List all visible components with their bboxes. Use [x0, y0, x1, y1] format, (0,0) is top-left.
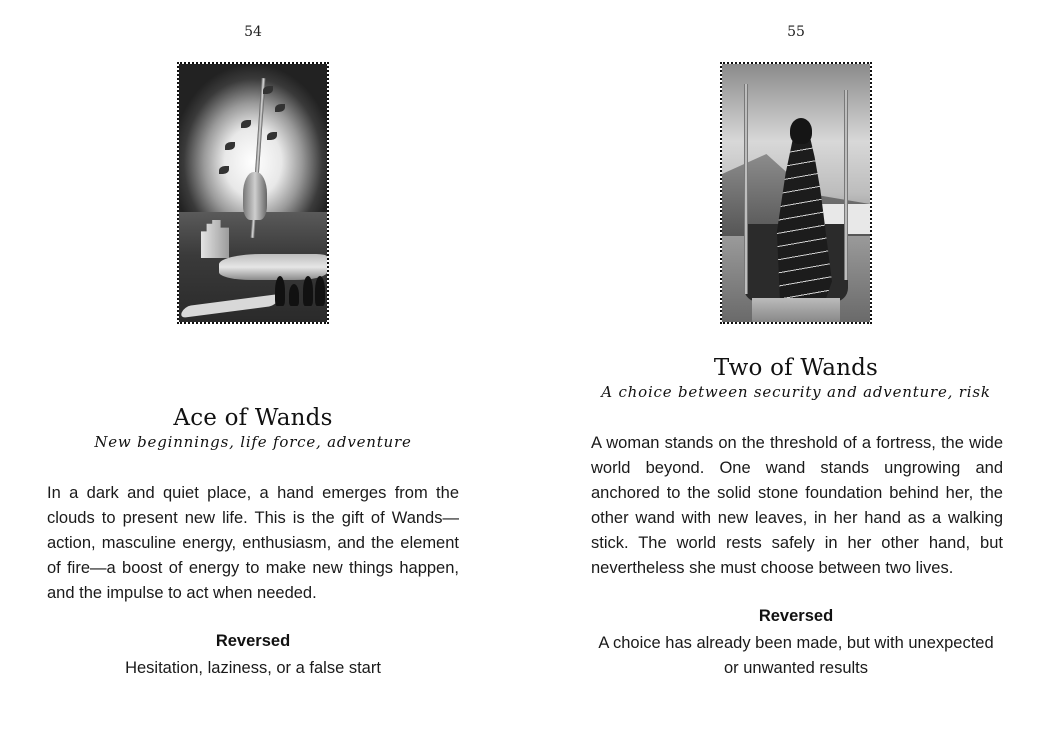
right-page — [525, 0, 1050, 731]
tree-icon — [289, 284, 299, 306]
wand-icon — [744, 84, 748, 294]
hand-icon — [243, 172, 267, 220]
card-keywords: New beginnings, life force, adventure — [94, 433, 412, 451]
card-mist — [219, 254, 327, 280]
wand-icon — [844, 90, 848, 280]
ace-of-wands-card-image — [177, 62, 329, 324]
card-description: A woman stands on the threshold of a fortress, the wide world beyond. One wand stands ungrowing and anchored to the solid stone foundation behind her, the other wand with new leaves, in her hand as a walking stick. The world rests safely in her other hand, but nevertheless she must choose between two lives. — [591, 434, 1003, 577]
card-title: Ace of Wands — [173, 405, 333, 431]
reversed-meaning: A choice has already been made, but with unexpected or unwanted results — [598, 634, 994, 677]
tree-icon — [275, 276, 285, 306]
reversed-heading: Reversed — [215, 632, 291, 650]
tree-icon — [303, 276, 313, 306]
card-keywords: A choice between security and adventure, risk — [601, 383, 991, 401]
woman-head-icon — [790, 118, 812, 144]
page-number: 54 — [244, 24, 262, 40]
fortress-floor — [752, 298, 840, 322]
card-title: Two of Wands — [713, 355, 879, 381]
card-description: In a dark and quiet place, a hand emerges from the clouds to present new life. This is the gift of Wands—action, masculine energy, enthusiasm, and the element of fire—a boost of energy to make new things happen, and the impulse to act when needed. — [47, 484, 459, 602]
two-of-wands-card-image — [720, 62, 872, 324]
page-number: 55 — [787, 24, 805, 40]
reversed-heading: Reversed — [758, 607, 834, 625]
tree-icon — [315, 276, 325, 306]
reversed-meaning: Hesitation, laziness, or a false start — [125, 659, 381, 677]
